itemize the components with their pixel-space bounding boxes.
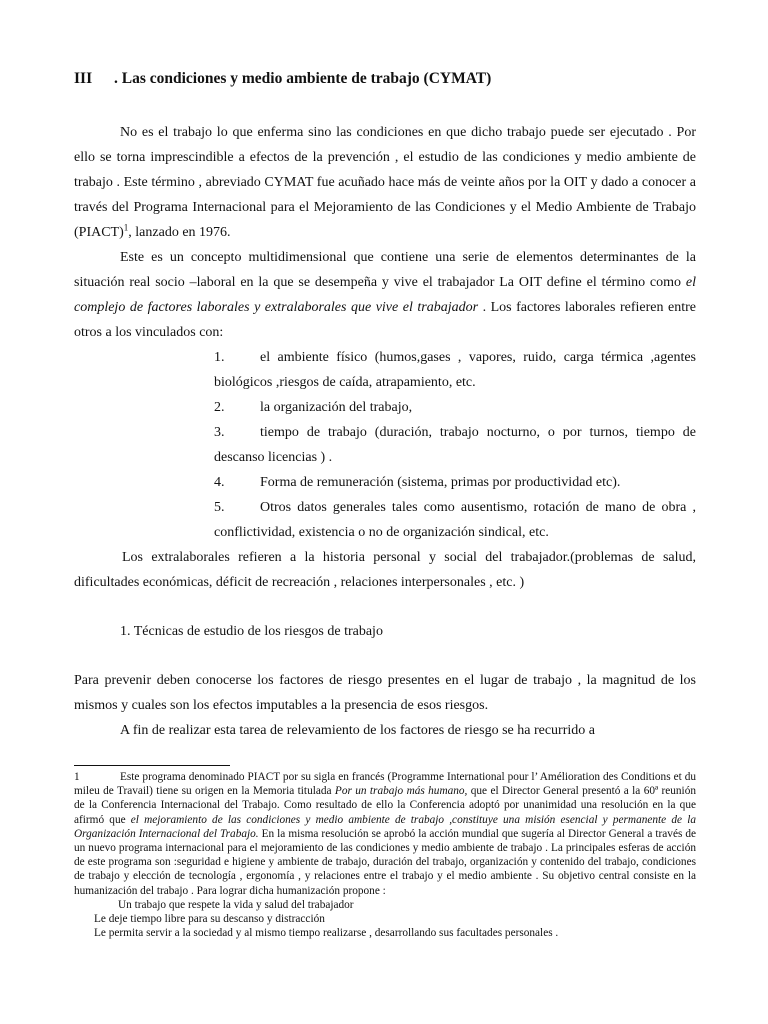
footnote-text: Este programa denominado PIACT por su sigla en francés (Programme International pour l’ Amélioration des Conditions et du mileu de Travail) tiene su origen en la Memoria titulada <box>74 771 696 798</box>
list-item-number: 4. <box>214 475 225 490</box>
list-item-number: 1. <box>214 350 225 365</box>
footnote-text: En la misma resolución se aprobó la acción mundial que sugería al Director General a través de un nuevo programa internacional para el mejoramiento de las condiciones y medio ambiente de trabajo . La principales esferas de acción de este programa son :seguridad e higiene y ambiente de trabajo, duración del trabajo, organización y contenido del trabajo, condiciones de trabajo y elección de tecnología , ergonomía , y relaciones entre el trabajo y el medio ambiente . Su objetivo central consiste en la humanización del trabajo . Para lograr dicha humanización propone : <box>74 827 697 897</box>
footnote-reference[interactable]: 1 <box>123 222 129 233</box>
section-number: III <box>74 70 93 87</box>
list-item <box>214 420 696 470</box>
footnote <box>74 770 696 940</box>
paragraph-prevention: Para prevenir deben conocerse los factores de riesgo presentes en el lugar de trabajo , la magnitud de los mismos y cuales son los efectos imputables a la presencia de esos riesgos. <box>74 673 696 713</box>
paragraph-survey: A fin de realizar esta tarea de relevamiento de los factores de riesgo se ha recurrido a <box>120 723 595 738</box>
footnote-list <box>74 898 696 941</box>
list-item <box>214 470 696 495</box>
paragraph-extralaborales: Los extralaborales refieren a la historia personal y social del trabajador.(problemas de salud, dificultades económicas, déficit de recreación , relaciones interpersonales , etc. ) <box>74 550 696 590</box>
footnote-text: que el Director General presentó a la 60ª reunión de la Conferencia Internacional del Trabajo. Como resultado de ello la Conferencia adoptó por unanimidad una resolución en la que afirmó que <box>74 785 696 826</box>
list-item-number: 5. <box>214 500 225 515</box>
paragraph-intro-tail: , lanzado en 1976. <box>128 225 231 240</box>
section-title: . Las condiciones y medio ambiente de trabajo (CYMAT) <box>114 70 492 87</box>
footnote-list-item: Un trabajo que respete la vida y salud del trabajador <box>118 898 354 911</box>
list-item-text: Forma de remuneración (sistema, primas por productividad etc). <box>260 475 621 490</box>
list-item-text: la organización del trabajo, <box>260 400 413 415</box>
footnote-separator <box>74 765 230 766</box>
paragraph-intro-text: No es el trabajo lo que enferma sino las condiciones en que dicho trabajo puede ser ejecutado . Por ello se torna imprescindible a efectos de la prevención , el estudio de las condiciones y medio ambiente de trabajo . Este término , abreviado CYMAT fue acuñado hace más de veinte años por la OIT y dado a conocer a través del Programa Internacional para el Mejoramiento de las Condiciones y el Medio Ambiente de Trabajo (PIACT) <box>74 125 696 240</box>
list-item <box>214 395 696 420</box>
footnote-list-item: Le permita servir a la sociedad y al mismo tiempo realizarse , desarrollando sus facultades personales . <box>94 927 559 940</box>
paragraph-concept <box>74 245 696 345</box>
list-item <box>214 345 696 395</box>
subheading-techniques: 1. Técnicas de estudio de los riesgos de trabajo <box>120 624 383 639</box>
list-item-number: 2. <box>214 400 225 415</box>
list-item-number: 3. <box>214 425 225 440</box>
footnote-list-item: Le deje tiempo libre para su descanso y distracción <box>94 913 325 926</box>
factors-list <box>214 345 696 545</box>
list-item-text: Otros datos generales tales como ausentismo, rotación de mano de obra , conflictividad, existencia o no de organización sindical, etc. <box>214 500 696 540</box>
body-text <box>74 120 696 743</box>
section-heading <box>74 70 714 88</box>
list-item-text: tiempo de trabajo (duración, trabajo nocturno, o por turnos, tiempo de descanso licencias ) . <box>214 425 696 465</box>
footnote-emphasis: el mejoramiento de las condiciones y medio ambiente de trabajo ,constituye una misión esencial y permanente de la Organización Internacional del Trabajo. <box>74 813 696 840</box>
footnote-emphasis: Por un trabajo más humano, <box>334 785 468 798</box>
paragraph-concept-text: Este es un concepto multidimensional que contiene una serie de elementos determinantes de la situación real socio –laboral en la que se desempeña y vive el trabajador La OIT define el término como <box>74 250 696 290</box>
paragraph-concept-tail: . Los factores laborales refieren entre otros a los vinculados con: <box>74 300 696 340</box>
list-item <box>214 495 696 545</box>
paragraph-concept-emphasis: el complejo de factores laborales y extralaborales que vive el trabajador <box>74 275 696 315</box>
list-item-text: el ambiente físico (humos,gases , vapores, ruido, carga térmica ,agentes biológicos ,riesgos de caída, atrapamiento, etc. <box>214 350 696 390</box>
footnote-marker: 1 <box>74 771 80 783</box>
paragraph-intro <box>74 120 696 245</box>
